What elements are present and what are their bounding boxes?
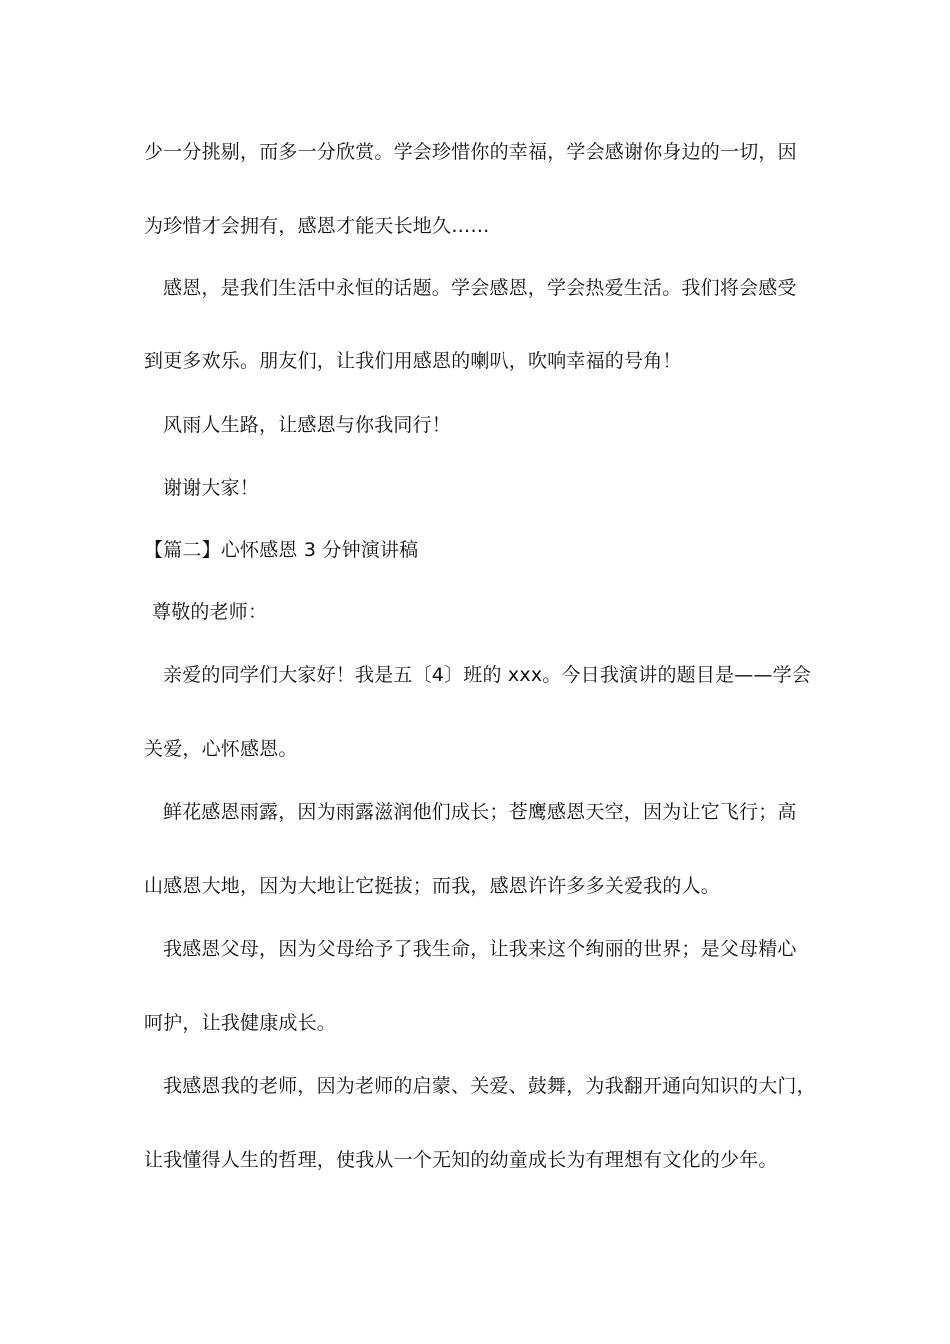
paragraph-line: 谢谢大家！ <box>163 477 260 499</box>
paragraph-line: 山感恩大地，因为大地让它挺拔；而我，感恩许许多多关爱我的人。 <box>144 875 721 897</box>
paragraph-line: 鲜花感恩雨露，因为雨露滋润他们成长；苍鹰感恩天空，因为让它飞行；高 <box>163 801 797 823</box>
salutation: 尊敬的老师： <box>152 601 268 623</box>
paragraph-line: 到更多欢乐。朋友们，让我们用感恩的喇叭，吹响幸福的号角！ <box>144 350 682 372</box>
paragraph-line: 呵护，让我健康成长。 <box>144 1012 337 1034</box>
paragraph-line: 让我懂得人生的哲理，使我从一个无知的幼童成长为有理想有文化的少年。 <box>144 1149 778 1171</box>
paragraph-line: 我感恩我的老师，因为老师的启蒙、关爱、鼓舞，为我翻开通向知识的大门， <box>163 1075 816 1097</box>
paragraph-line: 我感恩父母，因为父母给予了我生命，让我来这个绚丽的世界；是父母精心 <box>163 938 797 960</box>
paragraph-line: 关爱，心怀感恩。 <box>144 738 298 760</box>
paragraph-line: 亲爱的同学们大家好！我是五〔4〕班的 xxx。今日我演讲的题目是——学会 <box>163 664 812 686</box>
paragraph-line: 感恩，是我们生活中永恒的话题。学会感恩，学会热爱生活。我们将会感受 <box>163 277 797 299</box>
paragraph-line: 为珍惜才会拥有，感恩才能天长地久…… <box>144 215 490 237</box>
paragraph-line: 少一分挑剔，而多一分欣赏。学会珍惜你的幸福，学会感谢你身边的一切，因 <box>144 141 797 163</box>
paragraph-line: 风雨人生路，让感恩与你我同行！ <box>163 414 452 436</box>
section-heading: 【篇二】心怀感恩 3 分钟演讲稿 <box>144 539 419 561</box>
